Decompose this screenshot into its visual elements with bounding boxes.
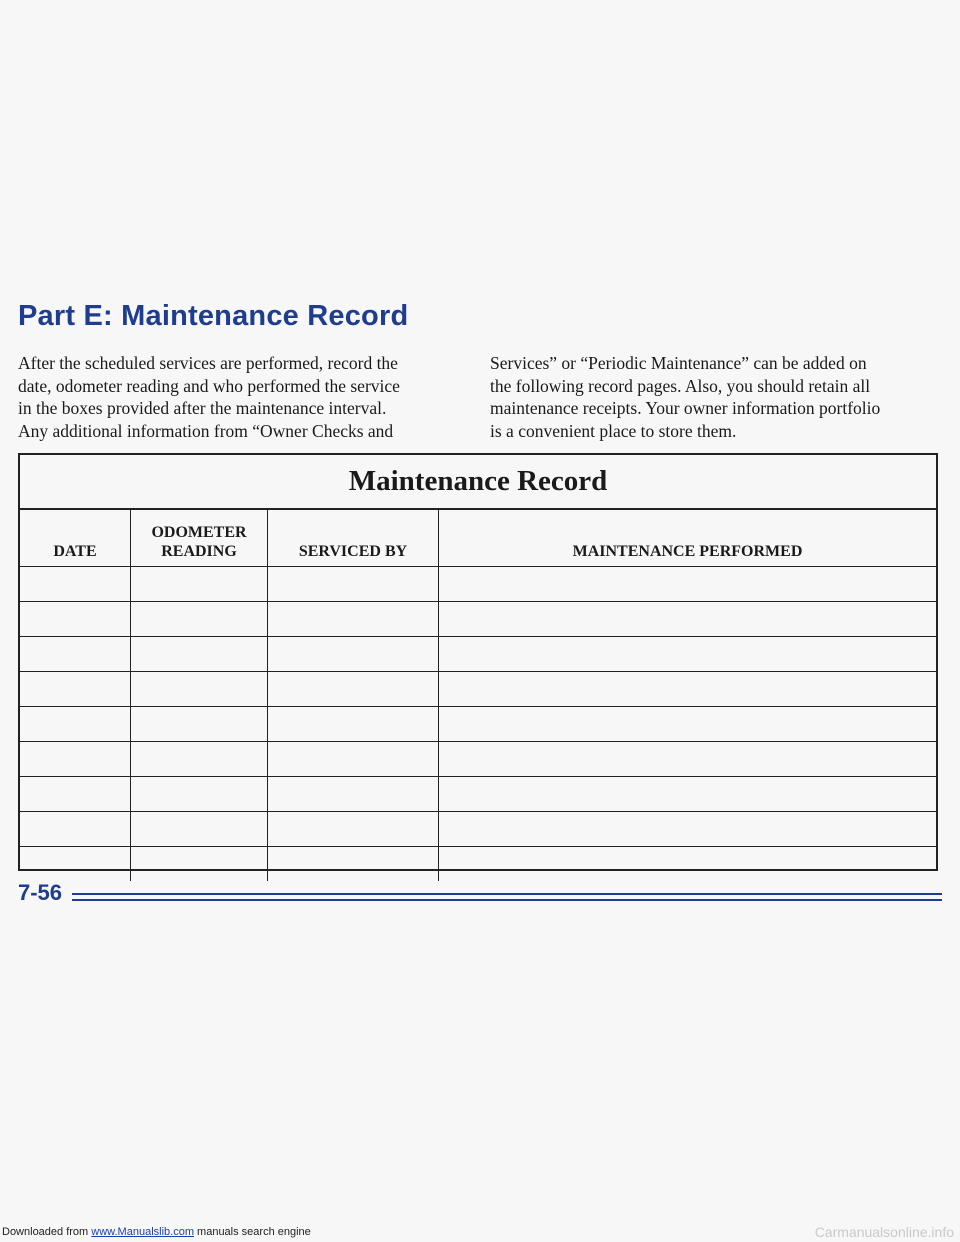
intro-line: Services” or “Periodic Maintenance” can be added on [490, 353, 867, 373]
odometer-cell [131, 847, 268, 882]
serviced-by-cell [268, 847, 439, 882]
header-serviced-by: SERVICED BY [268, 510, 439, 567]
serviced-by-cell [268, 637, 439, 672]
serviced-by-cell [268, 777, 439, 812]
table-row [20, 707, 936, 742]
intro-line: in the boxes provided after the maintenance interval. [18, 398, 387, 418]
section-title: Part E: Maintenance Record [18, 300, 409, 332]
maintenance-cell [439, 567, 937, 602]
record-table-title: Maintenance Record [20, 455, 936, 510]
table-row [20, 812, 936, 847]
table-row [20, 637, 936, 672]
intro-line: maintenance receipts. Your owner information portfolio [490, 398, 881, 418]
odometer-cell [131, 742, 268, 777]
header-date: DATE [20, 510, 131, 567]
serviced-by-cell [268, 602, 439, 637]
odometer-cell [131, 637, 268, 672]
page-rule-bottom [72, 899, 942, 901]
intro-line: After the scheduled services are performed, record the [18, 353, 398, 373]
table-row [20, 567, 936, 602]
odometer-cell [131, 707, 268, 742]
watermark-text: Carmanualsonline.info [814, 1224, 954, 1240]
serviced-by-cell [268, 742, 439, 777]
date-cell [20, 742, 131, 777]
footer-suffix: manuals search engine [193, 1226, 311, 1238]
intro-line: the following record pages. Also, you should retain all [490, 375, 871, 396]
maintenance-record-form [18, 453, 938, 871]
table-row [20, 602, 936, 637]
serviced-by-cell [268, 812, 439, 847]
header-odometer-line1: ODOMETER [151, 524, 247, 541]
maintenance-cell [439, 707, 937, 742]
page-rule-top [72, 893, 942, 895]
maintenance-cell [439, 637, 937, 672]
maintenance-cell [439, 742, 937, 777]
maintenance-cell [439, 777, 937, 812]
serviced-by-cell [268, 567, 439, 602]
header-odometer-reading [131, 510, 268, 567]
table-row [20, 742, 936, 777]
date-cell [20, 847, 131, 882]
table-body [20, 567, 936, 882]
table-row [20, 672, 936, 707]
intro-line: date, odometer reading and who performed the service [18, 375, 400, 396]
footer-prefix: Downloaded from [2, 1226, 92, 1238]
page-number: 7-56 [18, 880, 63, 905]
date-cell [20, 567, 131, 602]
maintenance-cell [439, 672, 937, 707]
download-footer [2, 1226, 311, 1238]
intro-line: Any additional information from “Owner Checks and [18, 420, 394, 441]
manualslib-link[interactable]: www.Manualslib.com [91, 1226, 194, 1238]
header-odometer-line2: READING [161, 543, 237, 560]
table-row [20, 847, 936, 882]
table-header-row [20, 510, 936, 567]
odometer-cell [131, 672, 268, 707]
header-maintenance-performed: MAINTENANCE PERFORMED [439, 510, 937, 567]
maintenance-cell [439, 847, 937, 882]
odometer-cell [131, 567, 268, 602]
intro-column-left [18, 352, 453, 442]
maintenance-cell [439, 602, 937, 637]
odometer-cell [131, 777, 268, 812]
intro-column-right [490, 352, 945, 442]
date-cell [20, 637, 131, 672]
date-cell [20, 672, 131, 707]
odometer-cell [131, 812, 268, 847]
serviced-by-cell [268, 672, 439, 707]
odometer-cell [131, 602, 268, 637]
date-cell [20, 812, 131, 847]
maintenance-cell [439, 812, 937, 847]
date-cell [20, 602, 131, 637]
date-cell [20, 777, 131, 812]
intro-line: is a convenient place to store them. [490, 420, 737, 441]
serviced-by-cell [268, 707, 439, 742]
date-cell [20, 707, 131, 742]
maintenance-record-table [20, 510, 936, 881]
table-row [20, 777, 936, 812]
